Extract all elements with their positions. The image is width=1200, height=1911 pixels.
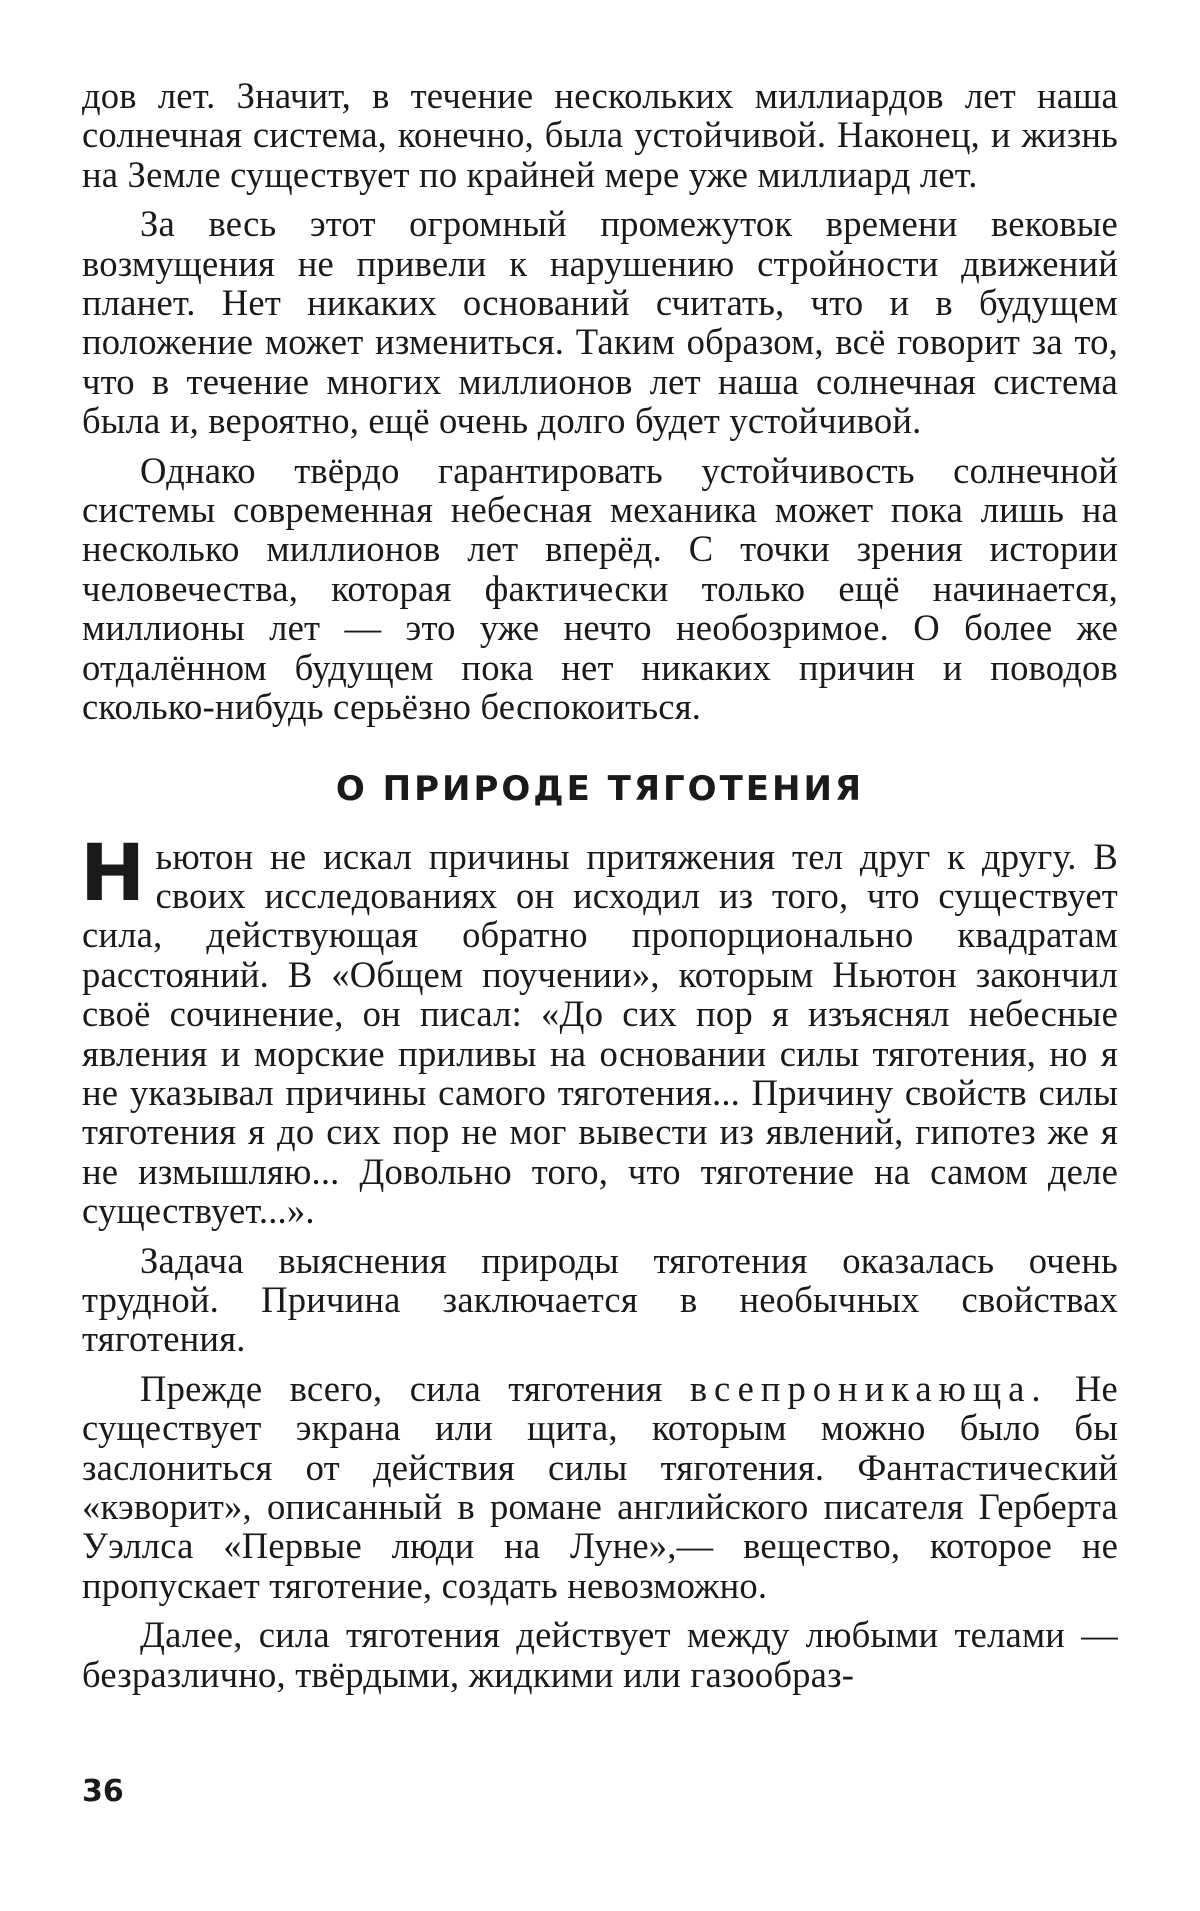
paragraph-stability-guarantee: Однако твёрдо гарантировать устойчивость солнечной системы современная небесная механика может пока лишь на несколько миллионов лет вперёд. С точки зрения истории человечества, которая фактически только ещё начинается, миллионы лет — это уже нечто необозримое. О более же отдалённом будущем пока нет никаких причин и поводов сколько-нибудь серьёзно беспокоиться. (82, 451, 1118, 727)
paragraph-nature-task: Задача выяснения природы тяготения оказалась очень трудной. Причина заключается в необычных свойствах тяготения. (82, 1241, 1118, 1359)
paragraph-secular-perturbations: За весь этот огромный промежуток времени вековые возмущения не привели к нарушению стройности движений планет. Нет никаких оснований считать, что и в будущем положение может измениться. Таким образом, всё говорит за то, что в течение многих миллионов лет наша солнечная система была и, вероятно, ещё очень долго будет устойчивой. (82, 204, 1118, 440)
page-body (82, 76, 1118, 1704)
paragraph-all-penetrating-start: Прежде всего, сила тяготения (140, 1368, 690, 1409)
paragraph-continued: дов лет. Значит, в течение нескольких миллиардов лет наша солнечная система, конечно, была устойчивой. Наконец, и жизнь на Земле существует по крайней мере уже миллиард лет. (82, 76, 1118, 194)
paragraph-all-penetrating-rest: Не существует экрана или щита, которым можно было бы заслониться от действия силы тяготения. Фантастический «кэворит», описанный в романе английского писателя Герберта Уэллса «Первые люди на Луне»,— вещество, которое не пропускает тяготение, создать невозможно. (82, 1368, 1118, 1606)
paragraph-newton-text: ьютон не искал причины притяжения тел друг к другу. В своих исследованиях он исходил из того, что существует сила, действующая обратно пропорционально квадратам расстояний. В «Общем поучении», которым Ньютон закончил своё сочинение, он писал: «До сих пор я изъяснял небесные явления и морские приливы на основании силы тяготения, но я не указывал причины самого тяготения... Причину свойств силы тяготения я до сих пор не мог вывести из явлений, гипотез же я не измышляю... Довольно того, что тяготение на самом деле существует...». (82, 836, 1118, 1232)
paragraph-all-penetrating (82, 1369, 1118, 1605)
section-title: О ПРИРОДЕ ТЯГОТЕНИЯ (82, 769, 1118, 809)
dropcap-letter: Н (80, 841, 145, 907)
paragraph-newton (82, 837, 1118, 1231)
paragraph-any-bodies: Далее, сила тяготения действует между любыми телами — безразлично, твёрдыми, жидкими или газообраз- (82, 1615, 1118, 1694)
emphasis-word: всепроникающа. (690, 1368, 1048, 1409)
page-number: 36 (82, 1775, 124, 1809)
